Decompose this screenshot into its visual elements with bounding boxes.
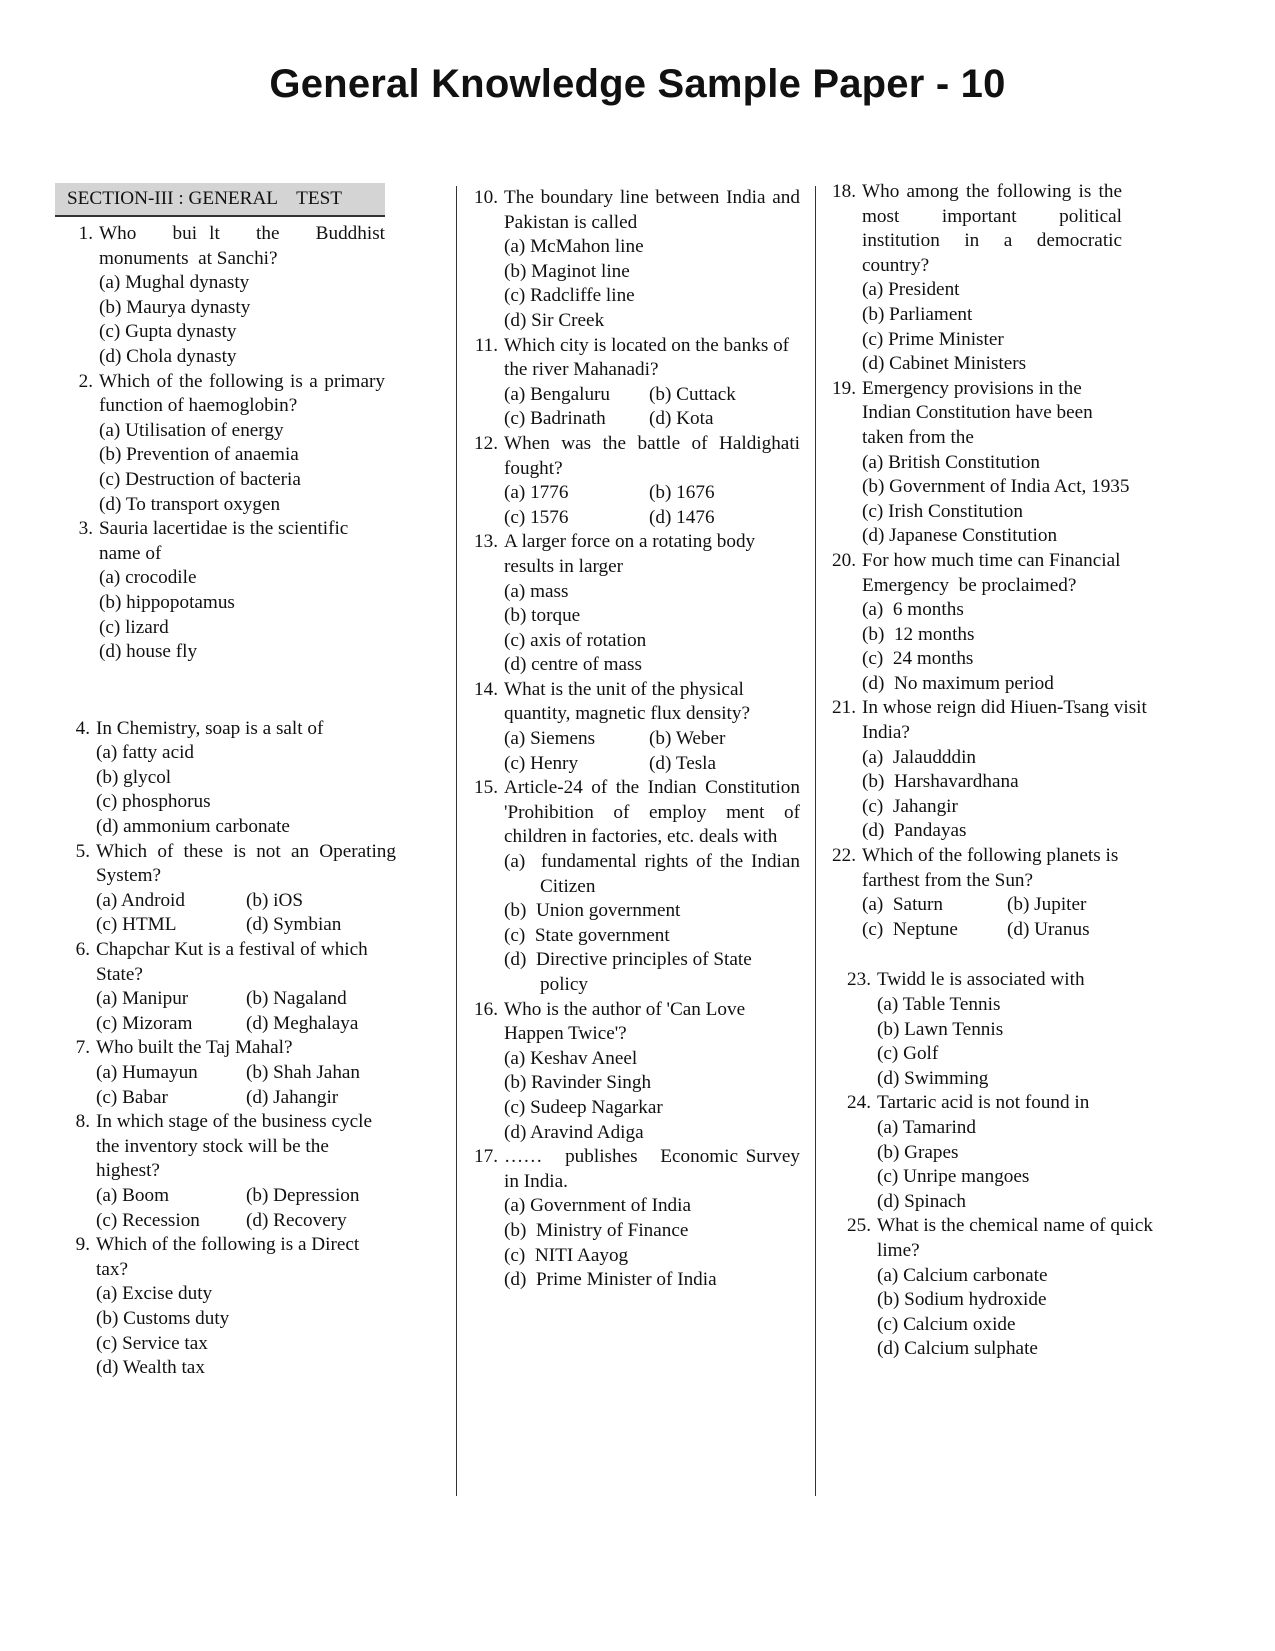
option: (b) Union government <box>504 900 681 922</box>
question-22 <box>818 844 1168 942</box>
question-stem: Tartaric acid is not found in <box>877 1092 1090 1114</box>
option: (b) Sodium hydroxide <box>877 1289 1047 1311</box>
question-stem: In whose reign did Hiuen-Tsang visit India? <box>862 697 1147 744</box>
option: (a) Siemens <box>504 728 596 750</box>
option: (c) Gupta dynasty <box>99 321 237 343</box>
option: (b) Government of India Act, 1935 <box>862 476 1130 498</box>
option: (d) Japanese Constitution <box>862 525 1058 547</box>
option: (c) HTML <box>96 914 177 936</box>
question-stem: Which of the following is a primary function of haemoglobin? <box>99 370 385 417</box>
option: (a) crocodile <box>99 567 197 589</box>
question-1 <box>55 222 390 370</box>
option: (d) Symbian <box>246 914 342 936</box>
option: (c) State government <box>504 924 670 946</box>
option: (a) British Constitution <box>862 451 1041 473</box>
question-number: 15. <box>474 777 498 799</box>
option: (a) 6 months <box>862 599 964 621</box>
question-16 <box>460 998 800 1146</box>
option: (d) Cabinet Ministers <box>862 353 1027 375</box>
option: (d) Pandayas <box>862 820 967 842</box>
question-number: 23. <box>847 969 871 991</box>
question-23 <box>818 968 1168 1091</box>
option: (a) Excise duty <box>96 1283 213 1305</box>
question-stem: Who among the following is the most important political institution in a democratic country? <box>862 181 1122 276</box>
column-3 <box>818 180 1168 1362</box>
question-7 <box>55 1036 385 1110</box>
question-stem: What is the chemical name of quick lime? <box>877 1215 1153 1261</box>
section-header: SECTION-III : GENERAL TEST <box>55 183 385 217</box>
option: (d) Directive principles of State policy <box>504 949 757 995</box>
question-stem: Sauria lacertidae is the scientific name of <box>99 518 349 564</box>
option: (b) Jupiter <box>1007 894 1087 916</box>
option: (b) Ministry of Finance <box>504 1219 689 1241</box>
option: (b) Grapes <box>877 1141 959 1163</box>
question-number: 12. <box>474 432 498 454</box>
option: (a) President <box>862 279 960 301</box>
question-24 <box>818 1091 1168 1214</box>
question-stem: Which of the following planets is farthest from the Sun? <box>862 845 1119 891</box>
option: (a) McMahon line <box>504 236 644 258</box>
option: (c) Golf <box>877 1043 939 1065</box>
option: (b) Depression <box>246 1184 360 1206</box>
question-number: 19. <box>832 377 856 399</box>
question-number: 13. <box>474 531 498 553</box>
option: (c) Recession <box>96 1209 200 1231</box>
option: (c) Destruction of bacteria <box>99 468 301 490</box>
question-25 <box>818 1214 1168 1362</box>
option: (d) Aravind Adiga <box>504 1121 644 1143</box>
option: (b) Maurya dynasty <box>99 296 251 318</box>
question-number: 20. <box>832 549 856 571</box>
option: (a) Keshav Aneel <box>504 1047 638 1069</box>
question-17 <box>460 1145 805 1293</box>
question-number: 10. <box>474 187 498 208</box>
question-11 <box>460 334 800 432</box>
option: (d) To transport oxygen <box>99 493 281 515</box>
question-8 <box>55 1110 385 1233</box>
question-15 <box>460 776 805 997</box>
question-19 <box>818 377 1168 549</box>
question-stem: Chapchar Kut is a festival of which State? <box>96 939 368 985</box>
option: (c) Radcliffe line <box>504 285 635 307</box>
option: (c) axis of rotation <box>504 629 647 651</box>
option: (d) Chola dynasty <box>99 345 237 367</box>
question-stem: Which city is located on the banks of the river Mahanadi? <box>504 334 790 381</box>
question-13 <box>460 530 800 678</box>
option: (b) Lawn Tennis <box>877 1018 1004 1040</box>
question-number: 14. <box>474 678 498 700</box>
option: (c) Jahangir <box>862 795 958 817</box>
option: (b) Weber <box>649 728 726 750</box>
question-stem: …… publishes Economic Survey in India. <box>504 1146 805 1192</box>
option: (d) house fly <box>99 641 198 663</box>
question-stem: Who bui lt the Buddhist monuments at Sanchi? <box>99 223 390 269</box>
option: (b) iOS <box>246 889 304 911</box>
question-stem: For how much time can Financial Emergency be proclaimed? <box>862 549 1126 596</box>
question-number: 6. <box>75 939 90 961</box>
question-number: 17. <box>474 1146 498 1168</box>
question-stem: Who built the Taj Mahal? <box>96 1037 293 1059</box>
option: (b) torque <box>504 605 581 627</box>
option: (b) Prevention of anaemia <box>99 444 299 466</box>
option: (a) 1776 <box>504 482 569 504</box>
option: (c) Unripe mangoes <box>877 1166 1030 1188</box>
option: (b) Parliament <box>862 303 973 325</box>
option: (a) fatty acid <box>96 742 195 764</box>
option: (d) Jahangir <box>246 1086 339 1108</box>
option: (c) Henry <box>504 752 579 774</box>
question-stem: Emergency provisions in the Indian Constitution have been taken from the <box>862 377 1093 448</box>
question-stem: What is the unit of the physical quantity, magnetic flux density? <box>504 678 750 725</box>
question-3 <box>55 517 385 665</box>
option: (c) 24 months <box>862 648 974 670</box>
option: (d) Wealth tax <box>96 1357 205 1379</box>
option: (c) Service tax <box>96 1332 208 1354</box>
option: (a) fundamental rights of the Indian Citizen <box>504 851 805 897</box>
question-18 <box>818 180 1168 377</box>
option: (b) Cuttack <box>649 383 736 405</box>
option: (d) Tesla <box>649 752 717 774</box>
option: (b) Nagaland <box>246 988 347 1010</box>
option: (d) Prime Minister of India <box>504 1269 717 1291</box>
column-divider <box>815 186 816 1496</box>
option: (a) Mughal dynasty <box>99 272 250 294</box>
option: (d) Spinach <box>877 1190 966 1212</box>
option: (b) glycol <box>96 766 172 788</box>
column-divider <box>456 186 457 1496</box>
question-9 <box>55 1233 385 1381</box>
question-number: 2. <box>78 370 93 392</box>
question-12 <box>460 432 800 530</box>
option: (c) Babar <box>96 1086 168 1108</box>
option: (b) Shah Jahan <box>246 1062 361 1083</box>
question-number: 9. <box>75 1234 90 1256</box>
option: (c) Neptune <box>862 918 958 940</box>
question-stem: The boundary line between India and Pakistan is called <box>504 187 800 233</box>
option: (d) Kota <box>649 408 714 430</box>
question-stem: Which of these is not an Operating System? <box>96 840 396 887</box>
option: (a) Utilisation of energy <box>99 419 284 441</box>
page-title: General Knowledge Sample Paper - 10 <box>269 62 1006 106</box>
question-stem: A larger force on a rotating body results in larger <box>504 531 756 577</box>
option: (a) Tamarind <box>877 1116 976 1138</box>
option: (c) phosphorus <box>96 791 211 813</box>
column-1 <box>55 186 396 1381</box>
question-number: 25. <box>847 1215 871 1237</box>
option: (b) Customs duty <box>96 1307 230 1329</box>
question-number: 8. <box>75 1111 90 1133</box>
question-stem: Who is the author of 'Can Love Happen Twice'? <box>504 998 746 1045</box>
option: (b) 12 months <box>862 623 975 645</box>
option: (d) Uranus <box>1007 918 1090 940</box>
option: (d) centre of mass <box>504 654 642 676</box>
option: (d) Recovery <box>246 1209 347 1231</box>
option: (b) hippopotamus <box>99 591 235 613</box>
question-number: 16. <box>474 998 498 1020</box>
question-number: 4. <box>75 717 90 739</box>
question-2 <box>55 370 385 518</box>
option: (b) Harshavardhana <box>862 771 1019 793</box>
question-stem: In Chemistry, soap is a salt of <box>96 717 324 739</box>
question-number: 21. <box>832 697 856 719</box>
option: (c) 1576 <box>504 506 569 528</box>
option: (c) lizard <box>99 616 169 638</box>
option: (c) Calcium oxide <box>877 1313 1016 1335</box>
option: (d) Sir Creek <box>504 309 605 331</box>
question-14 <box>460 678 800 776</box>
option: (a) Government of India <box>504 1195 692 1217</box>
option: (a) Humayun <box>96 1062 198 1083</box>
question-number: 5. <box>75 840 90 862</box>
option: (b) Ravinder Singh <box>504 1072 652 1094</box>
option: (c) Sudeep Nagarkar <box>504 1096 663 1118</box>
option: (c) Badrinath <box>504 408 606 430</box>
question-10 <box>460 186 800 334</box>
question-number: 18. <box>832 181 856 202</box>
question-stem: Article-24 of the Indian Constitution 'Prohibition of employ ment of children in factories, etc. deals with <box>504 777 800 848</box>
option: (d) Swimming <box>877 1067 989 1089</box>
option: (c) Mizoram <box>96 1012 193 1034</box>
question-stem: When was the battle of Haldighati fought? <box>504 432 800 479</box>
option: (a) Table Tennis <box>877 994 1001 1015</box>
question-20 <box>818 549 1168 697</box>
option: (a) mass <box>504 580 569 602</box>
option: (d) Calcium sulphate <box>877 1338 1038 1360</box>
option: (a) Boom <box>96 1184 170 1206</box>
option: (c) Irish Constitution <box>862 500 1023 522</box>
option: (a) Calcium carbonate <box>877 1264 1048 1286</box>
question-stem: In which stage of the business cycle the inventory stock will be the highest? <box>96 1111 373 1182</box>
question-number: 1. <box>78 223 93 244</box>
option: (a) Manipur <box>96 988 189 1010</box>
option: (a) Android <box>96 889 185 911</box>
option: (d) Meghalaya <box>246 1012 359 1034</box>
question-21 <box>818 696 1168 844</box>
option: (b) 1676 <box>649 482 715 504</box>
question-number: 3. <box>78 518 93 540</box>
option: (c) Prime Minister <box>862 328 1004 350</box>
question-6 <box>55 938 385 1036</box>
question-stem: Twidd le is associated with <box>877 969 1085 991</box>
option: (c) NITI Aayog <box>504 1244 629 1266</box>
question-5 <box>55 840 396 938</box>
option: (d) 1476 <box>649 506 715 528</box>
option: (d) No maximum period <box>862 672 1054 694</box>
option: (b) Maginot line <box>504 260 630 282</box>
question-number: 7. <box>75 1037 90 1059</box>
option: (d) ammonium carbonate <box>96 816 290 838</box>
option: (a) Jalaudddin <box>862 746 977 768</box>
question-number: 22. <box>832 845 856 867</box>
question-number: 11. <box>474 334 498 356</box>
question-4 <box>55 717 385 840</box>
question-stem: Which of the following is a Direct tax? <box>96 1234 360 1280</box>
column-2 <box>460 186 805 1293</box>
option: (a) Saturn <box>862 894 943 916</box>
question-number: 24. <box>847 1092 871 1114</box>
option: (a) Bengaluru <box>504 383 611 405</box>
